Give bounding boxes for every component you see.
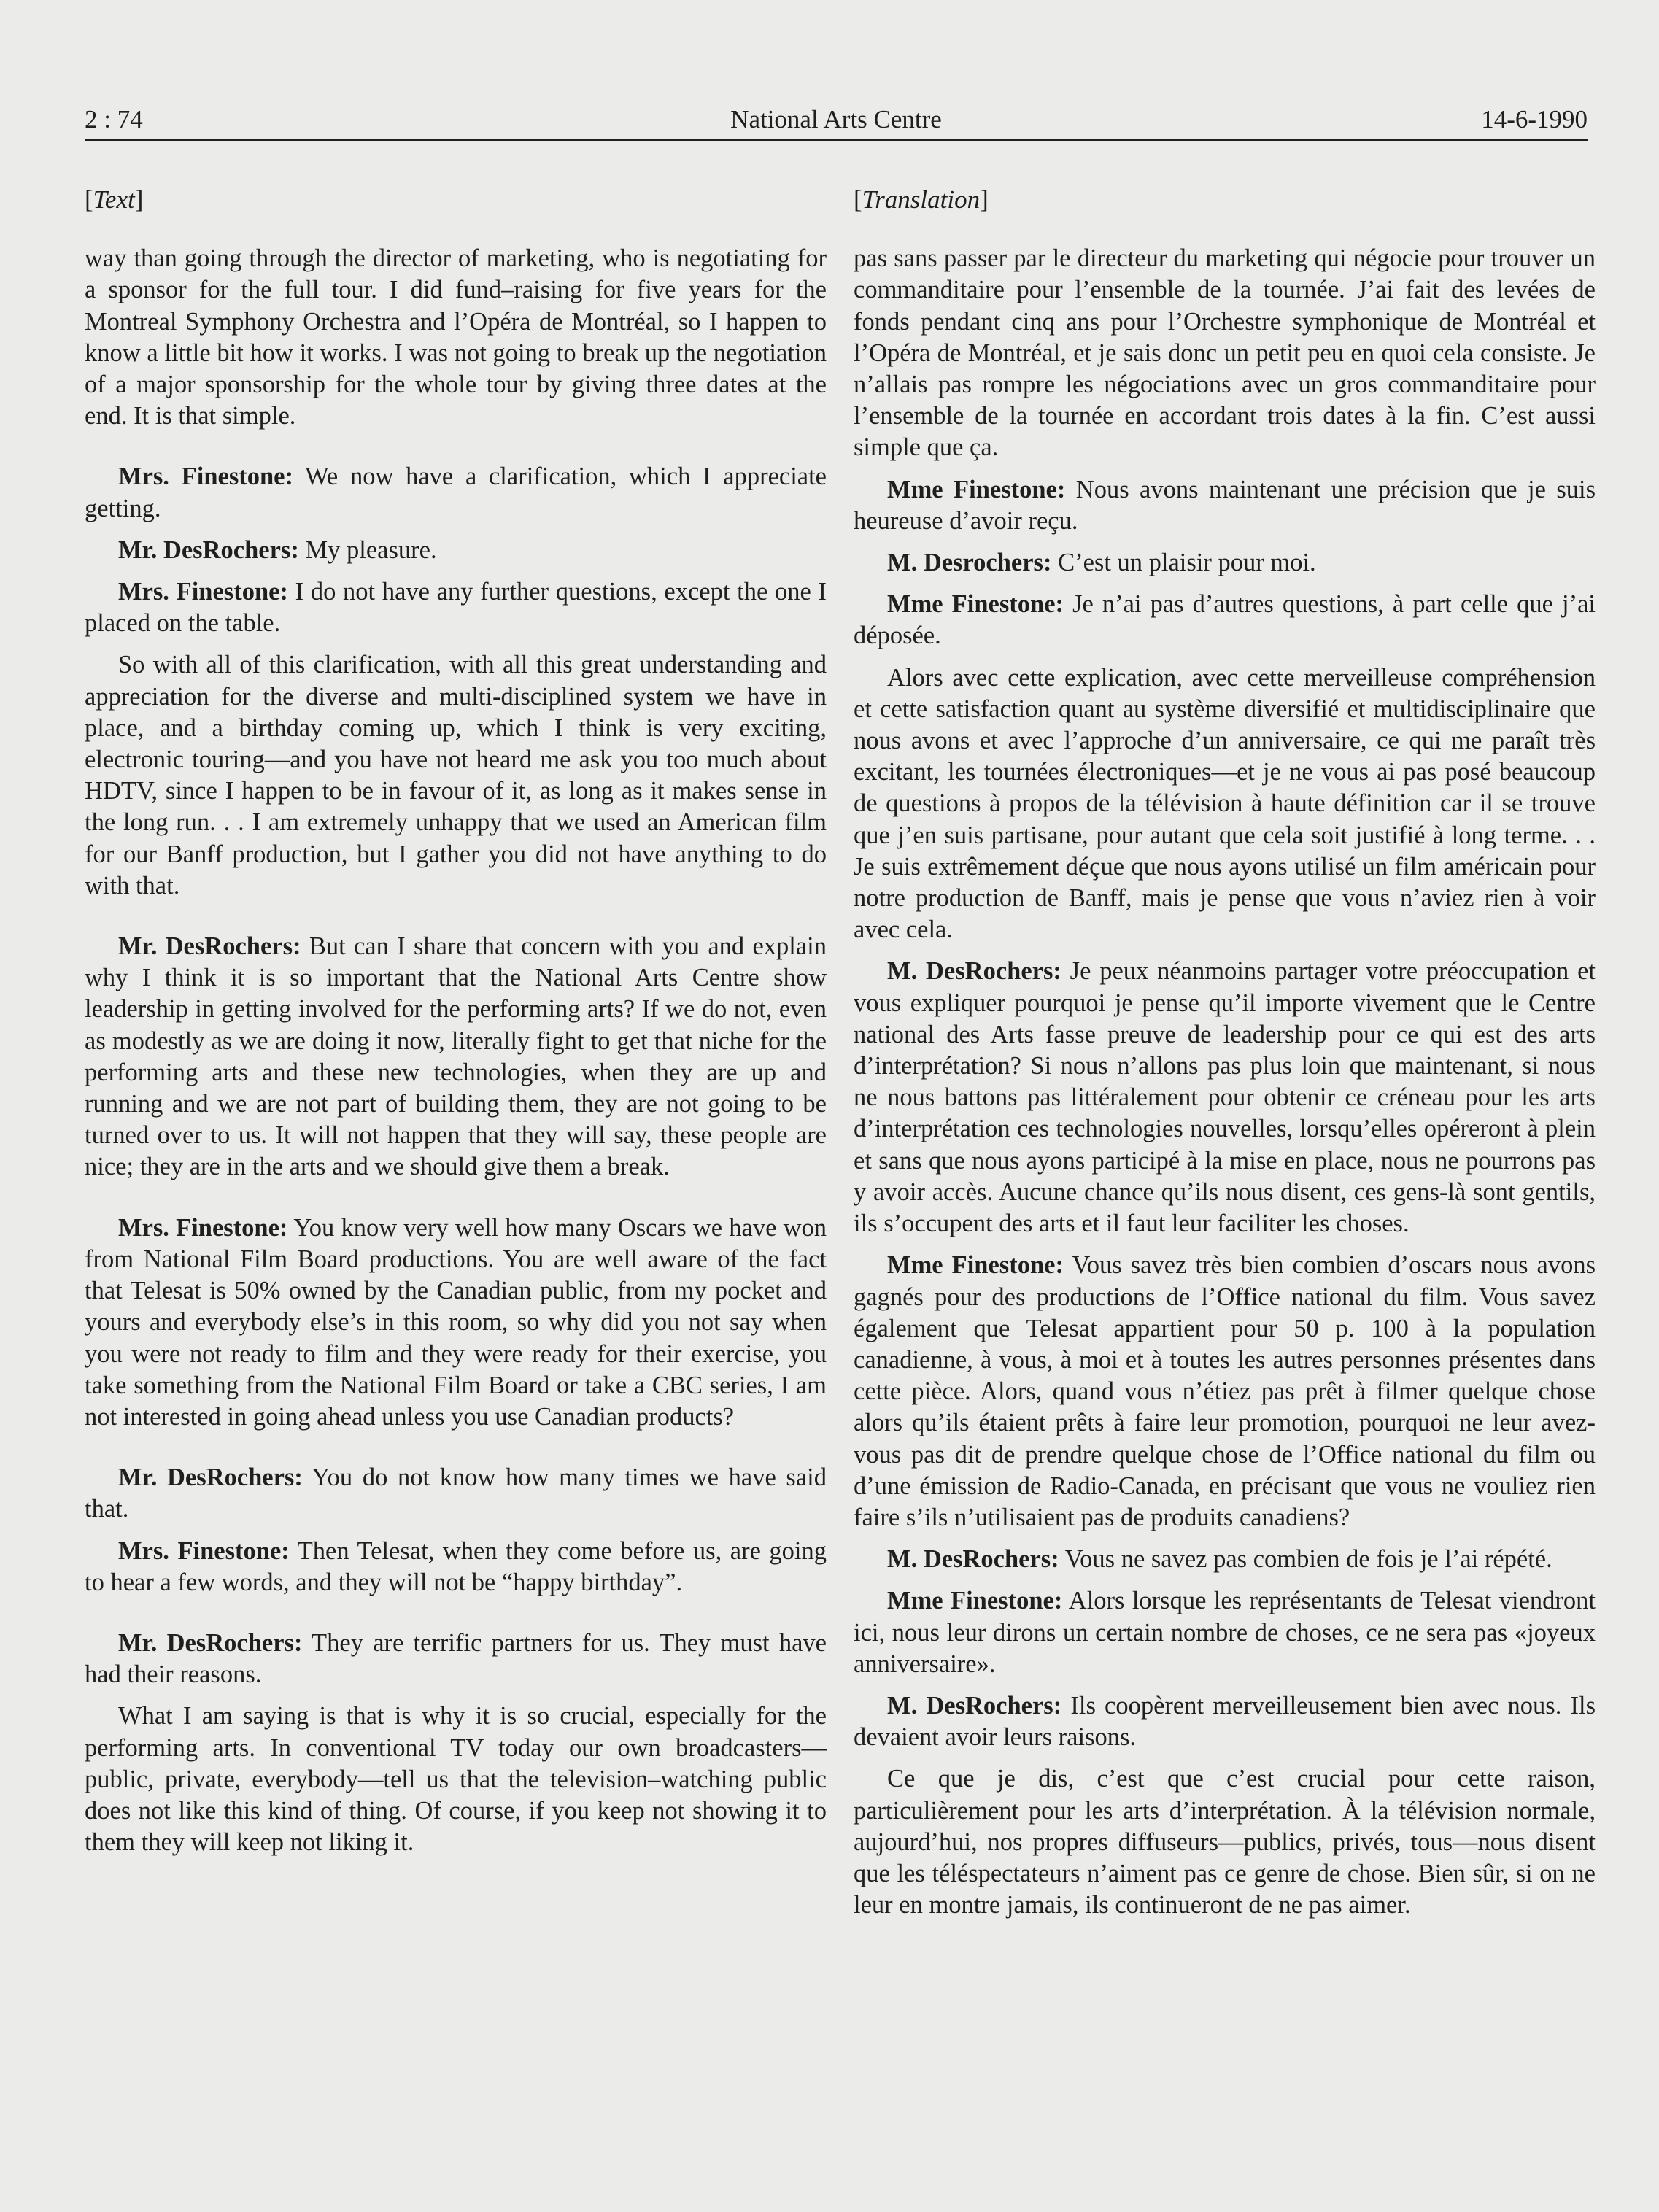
paragraph: Mme Finestone: Alors lorsque les représentants de Telesat viendront ici, nous leur dirons un certain nombre de choses, ce ne sera pas «joyeux anniversaire». [854, 1587, 1596, 1678]
speaker-name: Mrs. Finestone: [118, 463, 293, 491]
column-label: [Text] [85, 185, 144, 214]
paragraph: Mr. DesRochers: You do not know how many times we have said that. [85, 1463, 827, 1523]
page-number: 2 : 74 [85, 105, 143, 134]
speaker-name: M. Desrochers: [887, 549, 1052, 577]
speaker-name: Mr. DesRochers: [118, 1628, 303, 1657]
paragraph: Mme Finestone: Nous avons maintenant une précision que je suis heureuse d’avoir reçu. [854, 475, 1596, 535]
page-header [85, 90, 1588, 141]
paragraph: M. DesRochers: Vous ne savez pas combien de fois je l’ai répété. [887, 1545, 1552, 1574]
paragraph: Ce que je dis, c’est que c’est crucial pour cette raison, particulièrement pour les arts d’interprétation. À la télévision normale, aujourd’hui, nos propres diffuseurs—publics, privés, tous—nous disent que les téléspectateurs n’aiment pas ce genre de chose. Bien sûr, si on ne leur en montre jamais, ils continueront de ne pas aimer. [854, 1765, 1596, 1919]
paragraph: Mrs. Finestone: I do not have any further questions, except the one I placed on the table. [85, 578, 827, 638]
paragraph: M. Desrochers: C’est un plaisir pour moi. [887, 549, 1316, 577]
paragraph: Mr. DesRochers: My pleasure. [118, 535, 437, 564]
paragraph: Alors avec cette explication, avec cette merveilleuse compréhension et cette satisfaction quant au système diversifié et multidisciplinaire que nous avons et avec l’approche d’un anniversaire, ce qui me paraît très excitant, les tournées électroniques—et je ne vous ai pas posé beaucoup de questions à propos de la télévision à haute définition car il se trouve que j’en suis partisane, pour autant que cela soit justifié à long terme. . . Je suis extrêmement déçue que nous ayons utilisé un film américain pour notre production de Banff, mais je pense que vous n’aviez rien à voir avec cela. [854, 663, 1596, 944]
paragraph: M. DesRochers: Je peux néanmoins partager votre préoccupation et vous expliquer pourquoi je pense qu’il importe vivement que le Centre national des Arts fasse preuve de leadership pour ce qui est des arts d’interprétation? Si nous n’allons pas plus loin que maintenant, si nous ne nous battons pas littéralement pour obtenir ce créneau pour les arts d’interprétation ces technologies nouvelles, lorsqu’elles opéreront à plein et sans que nous ayons participé à la mise en place, nous ne pourrons pas y avoir accès. Aucune chance qu’ils nous disent, ces gens-là sont gentils, ils s’occupent des arts et il faut leur faciliter les choses. [854, 957, 1596, 1238]
speaker-name: Mme Finestone: [887, 1251, 1064, 1280]
paragraph: Mrs. Finestone: We now have a clarification, which I appreciate getting. [85, 463, 827, 522]
speaker-name: Mrs. Finestone: [118, 1536, 290, 1565]
speaker-name: Mme Finestone: [887, 1587, 1063, 1615]
paragraph: pas sans passer par le directeur du marketing qui négocie pour trouver un commanditaire pour l’ensemble de la tournée. J’ai fait des levées de fonds pendant cinq ans pour l’Orchestre symphonique de Montréal et l’Opéra de Montréal, et je sais donc un petit peu en quoi cela consiste. Je n’allais pas rompre les négociations avec un gros commanditaire pour l’ensemble de la tournée en accordant trois dates à la fin. C’est aussi simple que ça. [854, 244, 1596, 462]
speaker-name: Mrs. Finestone: [118, 1213, 288, 1242]
column-label-text: Text [93, 185, 135, 214]
speaker-name: Mr. DesRochers: [118, 535, 299, 564]
speaker-name: Mme Finestone: [887, 590, 1064, 619]
column-label-text: Translation [862, 185, 981, 214]
translation-column [854, 184, 1596, 1931]
speaker-name: M. DesRochers: [887, 957, 1061, 986]
speaker-name: Mrs. Finestone: [118, 578, 288, 606]
page-date: 14-6-1990 [1481, 105, 1588, 134]
column-label: [Translation] [854, 185, 989, 214]
speaker-name: M. DesRochers: [887, 1691, 1062, 1720]
paragraph: Mr. DesRochers: They are terrific partners for us. They must have had their reasons. [85, 1628, 827, 1689]
paragraph: Mrs. Finestone: Then Telesat, when they come before us, are going to hear a few words, and they will not be “happy birthday”. [85, 1536, 827, 1596]
page-title: National Arts Centre [730, 105, 942, 134]
speaker-name: M. DesRochers: [887, 1545, 1059, 1574]
paragraph: So with all of this clarification, with all this great understanding and appreciation for the diverse and multi-disciplined system we have in place, and a birthday coming up, which I think is very exciting, electronic touring—and you have not heard me ask you too much about HDTV, since I happen to be in favour of it, as long as it makes sense in the long run. . . I am extremely unhappy that we used an American film for our Banff production, but I gather you did not have anything to do with that. [85, 651, 827, 900]
speaker-name: Mr. DesRochers: [118, 1463, 303, 1492]
paragraph: M. DesRochers: Ils coopèrent merveilleusement bien avec nous. Ils devaient avoir leurs raisons. [854, 1691, 1596, 1752]
paragraph: Mme Finestone: Vous savez très bien combien d’oscars nous avons gagnés pour des productions de l’Office national du film. Vous savez également que Telesat appartient pour 50 p. 100 à la population canadienne, à vous, à moi et à toutes les autres personnes présentes dans cette pièce. Alors, quand vous n’étiez pas prêt à filmer quelque chose alors qu’ils étaient prêts à faire leur promotion, pourquoi ne leur avez-vous pas dit de prendre quelque chose de l’Office national du film ou d’une émission de Radio-Canada, en précisant que vous ne vouliez rien faire s’ils n’utilisaient pas de produits canadiens? [854, 1251, 1596, 1531]
speaker-name: Mr. DesRochers: [118, 932, 301, 961]
paragraph: Mr. DesRochers: But can I share that concern with you and explain why I think it is so important that the National Arts Centre show leadership in getting involved for the performing arts? If we do not, even as modestly as we are doing it now, literally fight to get that niche for the performing arts and these new technologies, when they are up and running and we are not part of building them, they are not going to be turned over to us. It will not happen that they will say, these people are nice; they are in the arts and we should give them a break. [85, 932, 827, 1181]
paragraph: What I am saying is that is why it is so crucial, especially for the performing arts. In conventional TV today our own broadcasters—public, private, everybody—tell us that the television–watching public does not like this kind of thing. Of course, if you keep not showing it to them they will keep not liking it. [85, 1702, 827, 1857]
text-column [85, 184, 827, 1868]
paragraph: way than going through the director of marketing, who is negotiating for a sponsor for the full tour. I did fund–raising for five years for the Montreal Symphony Orchestra and l’Opéra de Montréal, so I happen to know a little bit how it works. I was not going to break up the negotiation of a major sponsorship for the whole tour by giving three dates at the end. It is that simple. [85, 244, 827, 430]
speaker-name: Mme Finestone: [887, 475, 1066, 503]
paragraph: Mrs. Finestone: You know very well how many Oscars we have won from National Film Board productions. You are well aware of the fact that Telesat is 50% owned by the Canadian public, from my pocket and yours and everybody else’s in this room, so why did you not say when you were not ready to film and they were ready for their exercise, you take something from the National Film Board or take a CBC series, I am not interested in going ahead unless you use Canadian products? [85, 1213, 827, 1431]
paragraph: Mme Finestone: Je n’ai pas d’autres questions, à part celle que j’ai déposée. [854, 590, 1596, 650]
